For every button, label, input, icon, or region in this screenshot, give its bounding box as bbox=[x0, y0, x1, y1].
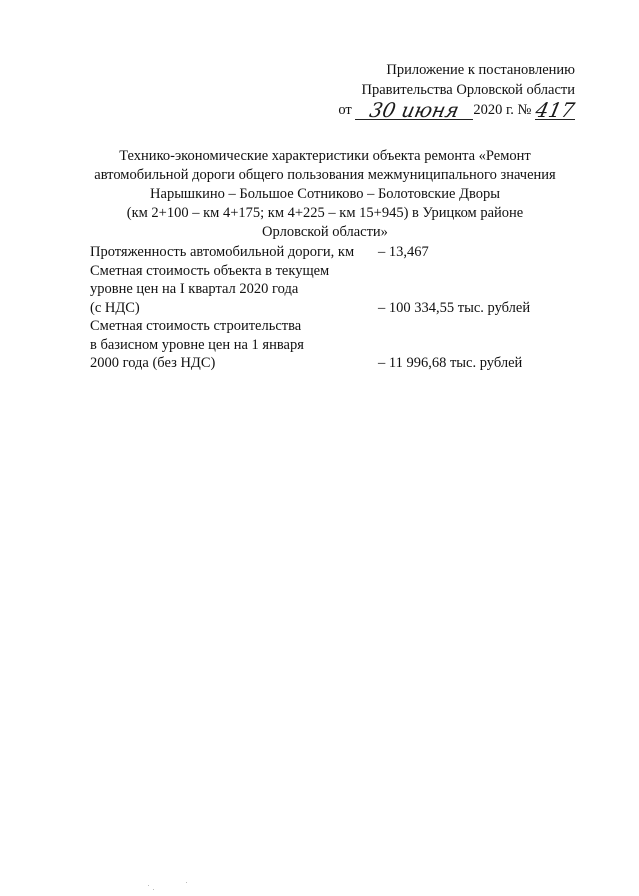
title-line-5: Орловской области» bbox=[262, 224, 388, 240]
title-line-3: Нарышкино – Большое Сотниково – Болотовские Дворы bbox=[150, 186, 500, 202]
spec-value: – 13,467 bbox=[378, 244, 429, 260]
spec-value: – 100 334,55 тыс. рублей bbox=[378, 299, 531, 316]
spec-label: Сметная стоимость строительства в базисном уровне цен на 1 января 2000 года (без НДС) bbox=[90, 318, 304, 371]
number-blank bbox=[533, 98, 577, 122]
spec-label: Протяженность автомобильной дороги, км bbox=[90, 244, 355, 260]
handwritten-number: 417 bbox=[533, 98, 577, 122]
from-label: от bbox=[338, 102, 352, 118]
scan-speck bbox=[153, 889, 154, 890]
specs-table bbox=[90, 243, 560, 373]
scan-speck bbox=[186, 882, 187, 883]
spec-label: Сметная стоимость объекта в текущем уровне цен на I квартал 2020 года (с НДС) bbox=[90, 262, 330, 316]
spec-row-base-cost bbox=[90, 317, 560, 373]
title-line-2: автомобильной дороги общего пользования межмуниципального значения bbox=[94, 167, 556, 183]
handwritten-date: 30 июня bbox=[367, 98, 462, 122]
appendix-line-1: Приложение к постановлению bbox=[386, 62, 575, 78]
spec-row-current-cost bbox=[90, 262, 560, 318]
date-blank bbox=[355, 98, 473, 122]
scan-speck bbox=[148, 885, 149, 886]
title-line-4: (км 2+100 – км 4+175; км 4+225 – км 15+945) в Урицком районе bbox=[126, 205, 524, 221]
appendix-date-line bbox=[315, 100, 575, 120]
appendix-header bbox=[315, 60, 575, 120]
title-line-1: Технико-экономические характеристики объекта ремонта «Ремонт bbox=[119, 148, 531, 164]
spec-row-length bbox=[90, 243, 560, 262]
year-label: 2020 г. № bbox=[473, 102, 532, 118]
appendix-line-2: Правительства Орловской области bbox=[361, 82, 575, 98]
spec-value: – 11 996,68 тыс. рублей bbox=[378, 355, 523, 371]
document-title bbox=[90, 147, 560, 242]
